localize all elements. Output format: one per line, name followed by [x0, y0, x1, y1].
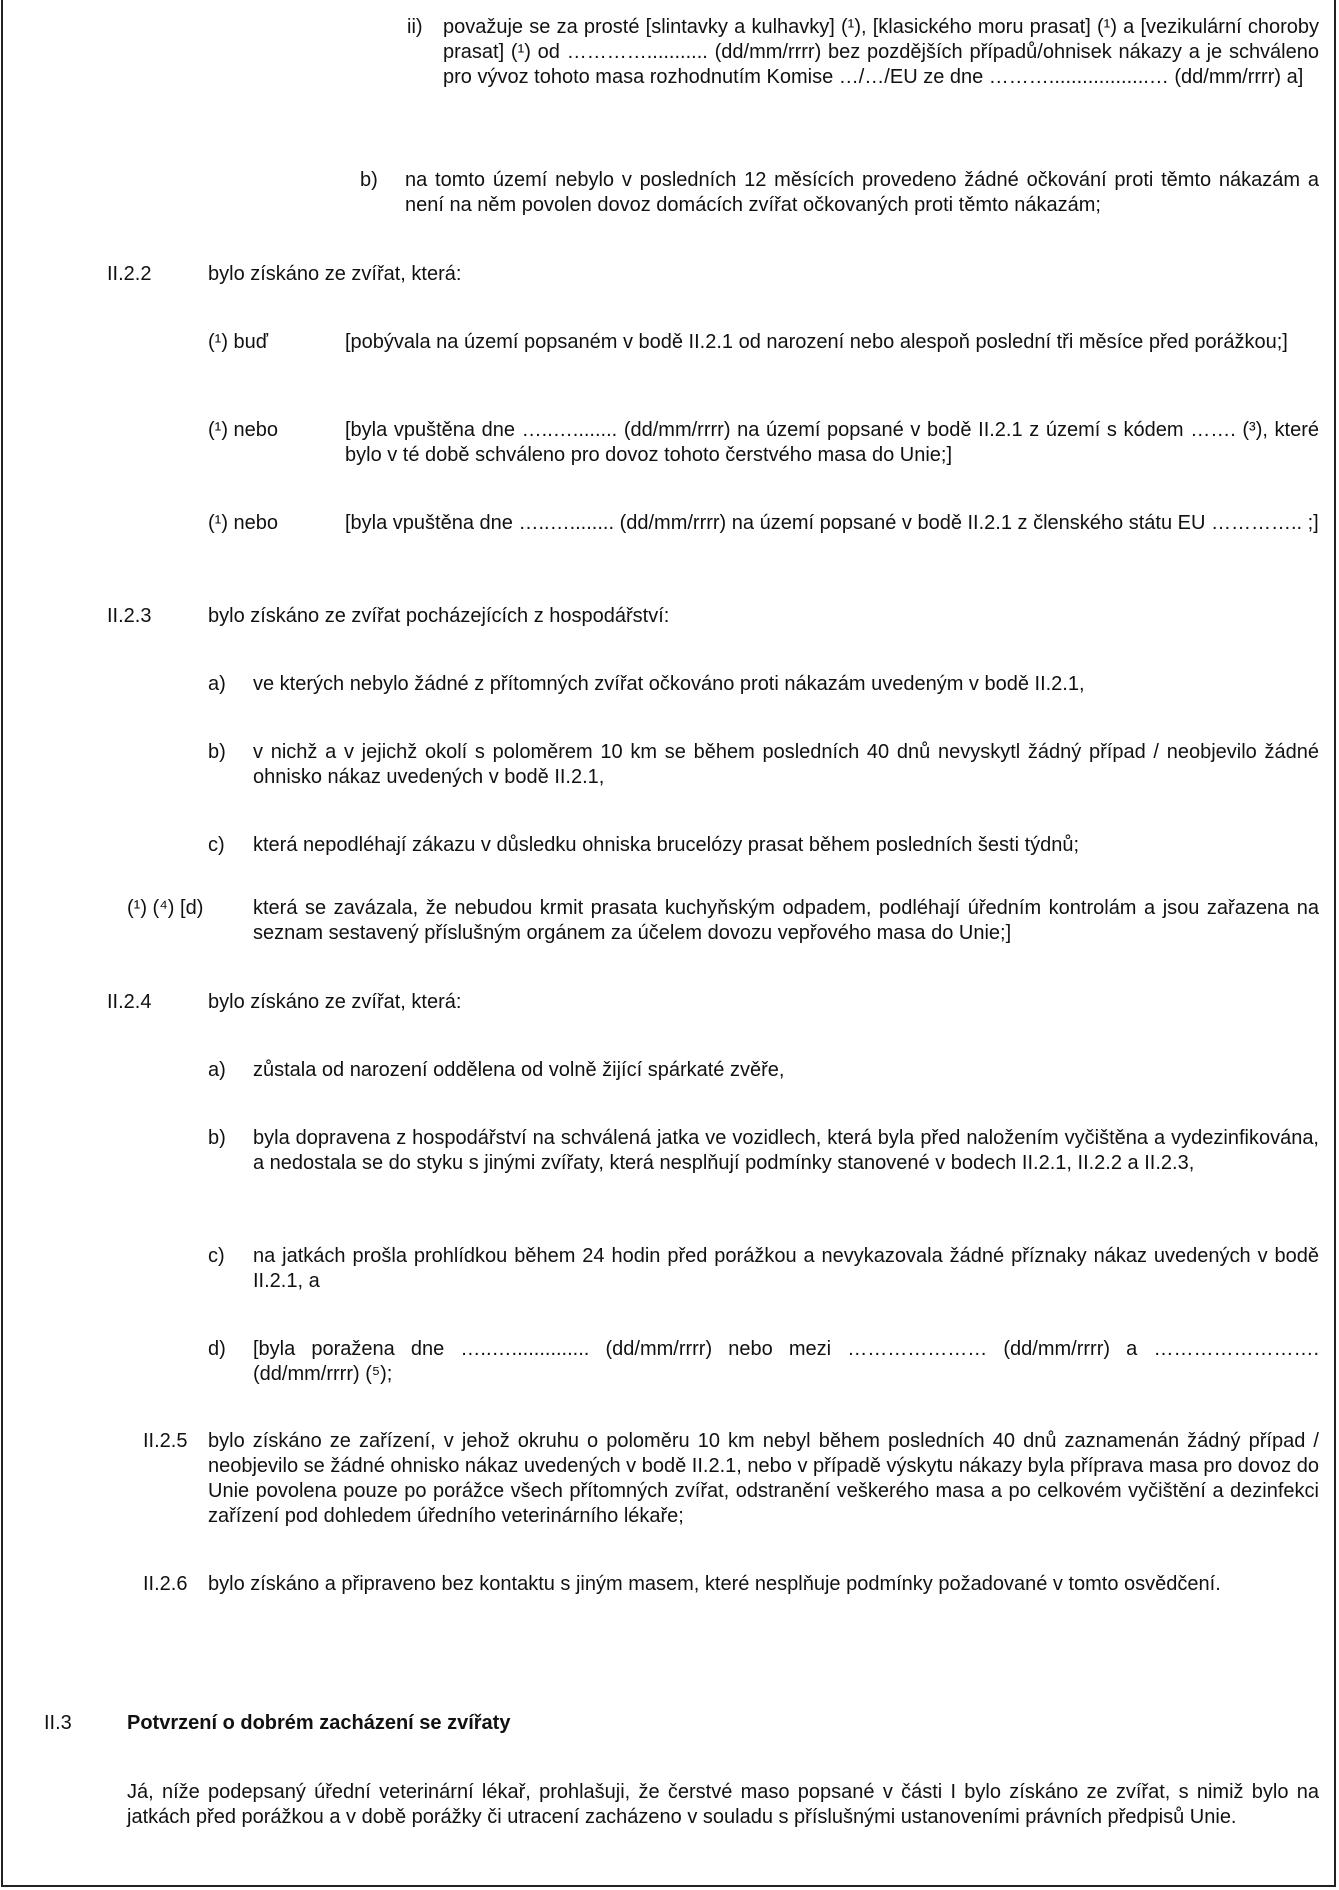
section-intro-II-2-2: bylo získáno ze zvířat, která: [208, 263, 462, 285]
list-item-text-b: v nichž a v jejichž okolí s poloměrem 10 km se během posledních 40 dnů nevyskytl žádný případ / neobjevilo žádné ohnisko nákaz uvedených v bodě II.2.1, [253, 741, 1319, 788]
list-item-text-b: byla dopravena z hospodářství na schválená jatka ve vozidlech, která byla před naložením vyčištěna a vydezinfikována, a nedostala se do styku s jinými zvířaty, která nesplňují podmínky stanovené v bodech II.2.1, II.2.2 a II.2.3, [253, 1127, 1319, 1174]
option-label-3: (¹) nebo [208, 512, 279, 534]
option-label-1: (¹) buď [208, 331, 269, 353]
list-item-label-c: c) [208, 834, 225, 856]
list-item-text-a: zůstala od narození oddělena od volně žijící spárkaté zvěře, [253, 1059, 785, 1081]
list-item-label-a: a) [208, 673, 226, 695]
list-item-text-a: ve kterých nebylo žádné z přítomných zvířat očkováno proti nákazám uvedeným v bodě II.2.1, [253, 673, 1085, 695]
option-text-3: [byla vpuštěna dne …..…........ (dd/mm/rrrr) na území popsané v bodě II.2.1 z členského státu EU ………….. ;] [345, 512, 1319, 534]
list-item-label-b: b) [208, 741, 226, 763]
section-intro-II-2-4: bylo získáno ze zvířat, která: [208, 991, 462, 1013]
list-item-text-d: která se zavázala, že nebudou krmit prasata kuchyňským odpadem, podléhají úředním kontrolám a jsou zařazena na seznam sestavený příslušným orgánem za účelem dovozu vepřového masa do Unie;] [253, 897, 1319, 944]
list-item-label-d: d) [208, 1338, 226, 1360]
section-number-II-2-5: II.2.5 [143, 1430, 188, 1452]
option-text-1: [pobývala na území popsaném v bodě II.2.1 od narození nebo alespoň poslední tři měsíce před porážkou;] [345, 331, 1288, 353]
section-text-II-3: Já, níže podepsaný úřední veterinární lékař, prohlašuji, že čerstvé maso popsané v části I bylo získáno ze zvířat, s nimiž bylo na jatkách před porážkou a v době porážky či utracení zacházeno v souladu s příslušnými ustanoveními právních předpisů Unie. [127, 1781, 1319, 1828]
section-text-II-2-5: bylo získáno ze zařízení, v jehož okruhu o poloměru 10 km nebyl během posledních 40 dnů zaznamenán žádný případ / neobjevilo se žádné ohnisko nákaz uvedených v bodě II.2.1, nebo v případě výskytu nákazy byla příprava masa pro dovoz do Unie povolena pouze po porážce všech přítomných zvířat, odstranění veškerého masa a po celkovém vyčištění a dezinfekci zařízení pod dohledem úředního veterinárního lékaře; [208, 1430, 1319, 1527]
section-text-II-2-6: bylo získáno a připraveno bez kontaktu s jiným masem, které nesplňuje podmínky požadované v tomto osvědčení. [208, 1573, 1221, 1595]
list-item-text-d: [byla poražena dne …..….............. (dd/mm/rrrr) nebo mezi ………………… (dd/mm/rrrr) a ……………………. (dd/mm/rrrr) (⁵); [253, 1338, 1319, 1385]
list-item-label-c: c) [208, 1245, 225, 1267]
list-item-text-c: která nepodléhají zákazu v důsledku ohniska brucelózy prasat během posledních šesti týdnů; [253, 834, 1080, 856]
item-text-b: na tomto území nebylo v posledních 12 měsících provedeno žádné očkování proti těmto nákazám a není na něm povolen dovoz domácích zvířat očkovaných proti těmto nákazám; [405, 169, 1319, 216]
section-number-II-2-2: II.2.2 [107, 263, 152, 285]
section-number-II-3: II.3 [44, 1712, 72, 1734]
item-text-ii: považuje se za prosté [slintavky a kulhavky] (¹), [klasického moru prasat] (¹) a [vezikulární choroby prasat] (¹) od …………........... (dd/mm/rrrr) bez pozdějších případů/ohnisek nákazy a je schváleno pro vývoz tohoto masa rozhodnutím Komise …/…/EU ze dne ………..................… (dd/mm/rrrr) a] [443, 16, 1319, 88]
option-label-2: (¹) nebo [208, 419, 279, 441]
list-item-label-b: b) [208, 1127, 226, 1149]
section-number-II-2-6: II.2.6 [143, 1573, 188, 1595]
item-label-b: b) [360, 169, 378, 191]
list-item-text-c: na jatkách prošla prohlídkou během 24 hodin před porážkou a nevykazovala žádné příznaky nákaz uvedených v bodě II.2.1, a [253, 1245, 1319, 1292]
section-number-II-2-4: II.2.4 [107, 991, 152, 1013]
section-intro-II-2-3: bylo získáno ze zvířat pocházejících z hospodářství: [208, 605, 670, 627]
list-item-label-a: a) [208, 1059, 226, 1081]
list-item-label-d: (¹) (⁴) [d) [127, 897, 204, 919]
section-heading-II-3: Potvrzení o dobrém zacházení se zvířaty [127, 1712, 511, 1734]
item-label-ii: ii) [407, 16, 423, 38]
option-text-2: [byla vpuštěna dne …..…........ (dd/mm/rrrr) na území popsané v bodě II.2.1 z území s kódem ……. (³), které bylo v té době schváleno pro dovoz tohoto čerstvého masa do Unie;] [345, 419, 1319, 466]
section-number-II-2-3: II.2.3 [107, 605, 152, 627]
